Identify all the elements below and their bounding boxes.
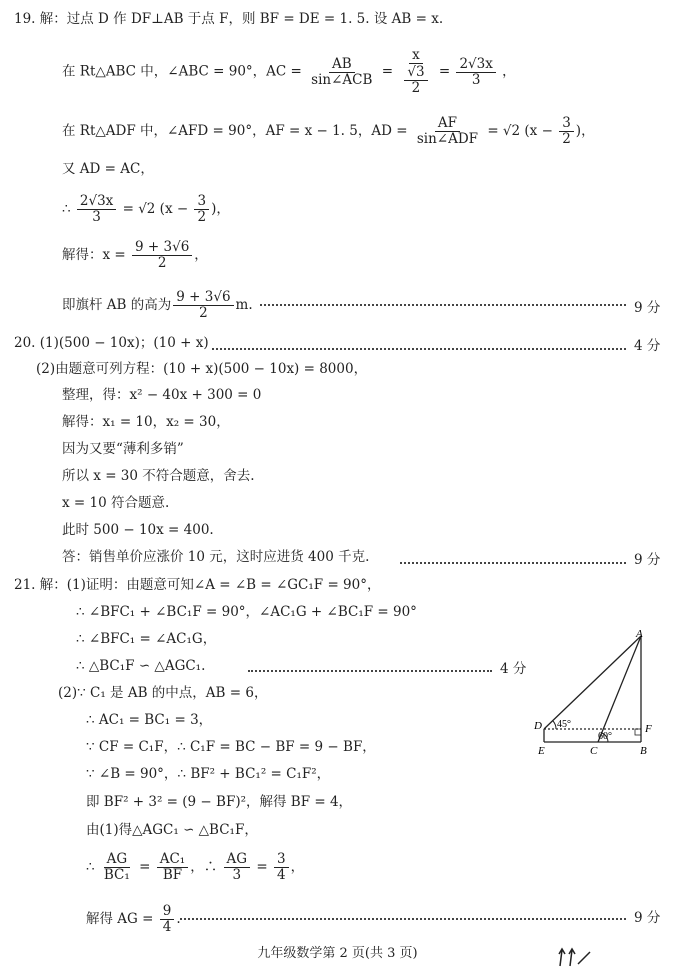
score-label: 9 分 (634, 910, 661, 926)
fraction: $\frac{x}{\frac{√3}{2}}$ (399, 48, 432, 96)
q19-line1: 19. 解：过点 D 作 DF⊥AB 于点 F，则 BF = DE = 1. 5. 设 AB = x. (14, 11, 444, 27)
q19-line2: 在 Rt△ABC 中，∠ABC = 90°，AC = $\frac{AB}{\text{sin∠ACB}}$ = $\frac{x}{\frac{√3}{2}}$ = $\frac{2√3x}{3}$ ， (62, 47, 516, 96)
fraction: $\frac{AF}{\text{sin∠ADF}}$ (416, 115, 479, 147)
q20-line2: (2)由题意可列方程：(10 + x)(500 − 10x) = 8000， (36, 361, 368, 377)
fraction: $\frac{3}{4}$ (274, 852, 289, 883)
q21-line1: 21. 解：(1)证明：由题意可知∠A = ∠B = ∠GC₁F = 90°， (14, 577, 381, 593)
fraction: $\frac{AG}{\text{BC₁}}$ (103, 851, 130, 883)
label-F: F (645, 723, 652, 735)
q20-line1: 20. (1)(500 − 10x)；(10 + x) (14, 335, 209, 351)
score-leader (212, 348, 626, 350)
segment-DA (544, 636, 641, 729)
fraction: $\frac{3}{2}$ (194, 194, 209, 225)
segment-CA (598, 636, 641, 742)
q20-line4: 解得：x₁ = 10，x₂ = 30， (62, 414, 230, 430)
handwritten-mark-icon (556, 946, 596, 968)
angle-60-label: 60° (598, 731, 612, 742)
q21-line6: ∴ AC₁ = BC₁ = 3， (86, 712, 213, 728)
fraction: $\frac{9 + 3√6}{2}$ (173, 290, 233, 321)
score-leader (248, 670, 492, 672)
score-leader (400, 562, 626, 564)
page-footer: 九年级数学第 2 页(共 3 页) (257, 946, 418, 961)
q21-line12: 解得 AG = $\frac{9}{4}$ . (86, 903, 181, 935)
fraction: $\frac{AG}{3}$ (224, 852, 251, 883)
right-angle-mark (635, 729, 641, 735)
fraction: $\frac{9}{4}$ (160, 904, 175, 935)
q20-line3: 整理，得：x² − 40x + 300 = 0 (62, 387, 262, 403)
q19-line6: 解得：x = $\frac{9 + 3√6}{2}$ ， (62, 239, 208, 271)
fraction: $\frac{9 + 3√6}{2}$ (132, 240, 192, 271)
q21-line11: ∴ $\frac{AG}{\text{BC₁}}$ = $\frac{\text{AC₁}}{BF}$ ，∴ $\frac{AG}{3}$ = $\frac{3}{4}$ ， (86, 851, 305, 883)
score-leader (180, 918, 626, 920)
score-leader (260, 304, 626, 306)
fraction: $\frac{3}{2}$ (559, 116, 574, 147)
q21-line8: ∵ ∠B = 90°，∴ BF² + BC₁² = C₁F²， (86, 766, 331, 782)
label-D: D (534, 720, 542, 732)
score-label: 4 分 (634, 338, 661, 354)
q20-line9: 答：销售单价应涨价 10 元，这时应进货 400 千克. (62, 549, 370, 565)
label-E: E (538, 745, 545, 757)
q21-line5: (2)∵ C₁ 是 AB 的中点，AB = 6， (58, 685, 268, 701)
fraction: $\frac{AB}{\text{sin∠ACB}}$ (311, 55, 373, 88)
q20-line8: 此时 500 − 10x = 400. (62, 522, 214, 538)
fraction: $\frac{2√3x}{3}$ (456, 57, 495, 88)
q20-line5: 因为又要“薄利多销” (62, 441, 184, 457)
q19-line5: ∴ $\frac{2√3x}{3}$ = √2 (x − $\frac{3}{2}$ )， (62, 193, 230, 225)
q21-line3: ∴ ∠BFC₁ = ∠AC₁G， (76, 631, 217, 647)
q20-line6: 所以 x = 30 不符合题意，舍去. (62, 468, 255, 484)
q21-line4: ∴ △BC₁F ∽ △AGC₁. (76, 658, 206, 674)
label-B: B (640, 745, 647, 757)
q21-line10: 由(1)得△AGC₁ ∽ △BC₁F， (86, 822, 258, 838)
q19-line4: 又 AD = AC， (62, 161, 154, 177)
q20-line7: x = 10 符合题意. (62, 495, 170, 511)
angle-45-arc (553, 721, 556, 729)
label-C: C (590, 745, 598, 757)
q21-line2: ∴ ∠BFC₁ + ∠BC₁F = 90°，∠AC₁G + ∠BC₁F = 90° (76, 604, 417, 620)
score-label: 4 分 (500, 661, 527, 677)
q21-line9: 即 BF² + 3² = (9 − BF)²，解得 BF = 4， (86, 794, 353, 810)
fraction: $\frac{2√3x}{3}$ (77, 194, 116, 225)
score-label: 9 分 (634, 552, 661, 568)
geometry-figure (528, 626, 668, 758)
q19-line3: 在 Rt△ADF 中，∠AFD = 90°，AF = x − 1. 5，AD = $\frac{AF}{\text{sin∠ADF}}$ = √2 (x − $\frac{3}{2}$ )， (62, 115, 595, 147)
q21-line7: ∵ CF = C₁F，∴ C₁F = BC − BF = 9 − BF， (86, 739, 376, 755)
label-A: A (636, 628, 643, 640)
q19-line7: 即旗杆 AB 的高为 $\frac{9 + 3√6}{2}$ m. (62, 289, 253, 321)
score-label: 9 分 (634, 300, 661, 316)
fraction: $\frac{\text{AC₁}}{BF}$ (157, 852, 189, 883)
angle-45-label: 45° (557, 719, 571, 730)
